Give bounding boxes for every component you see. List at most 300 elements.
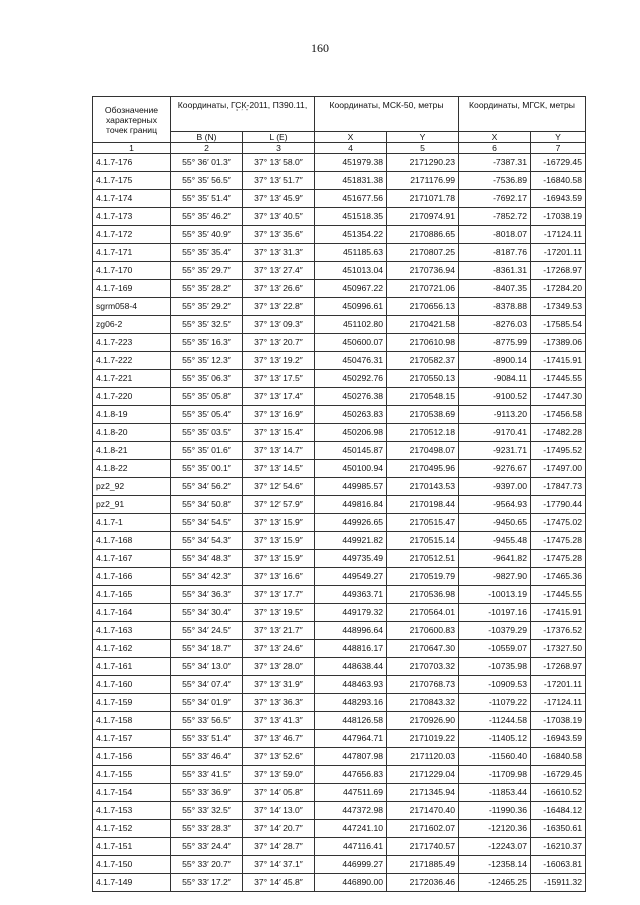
msk-y-cell: 2170656.13 [387, 298, 459, 316]
table-row [93, 622, 586, 640]
table-row [93, 640, 586, 658]
table-row [93, 352, 586, 370]
msk-x-cell: 451979.38 [315, 154, 387, 172]
gsk-units: ° ′ ″ [236, 109, 249, 115]
point-id-cell: 4.1.7-168 [93, 532, 171, 550]
mgsk-y-cell: -16210.37 [531, 838, 586, 856]
msk-x-cell: 449816.84 [315, 496, 387, 514]
point-id-cell: 4.1.8-20 [93, 424, 171, 442]
msk-coordinates-header: Координаты, МСК-50, метры [315, 97, 459, 132]
mgsk-x-cell: -9397.00 [459, 478, 531, 496]
mgsk-x-cell: -9084.11 [459, 370, 531, 388]
mgsk-y-cell: -17465.36 [531, 568, 586, 586]
mgsk-y-cell: -16840.58 [531, 748, 586, 766]
latitude-b-cell: 55° 35′ 46.2″ [171, 208, 243, 226]
msk-x-cell: 448463.93 [315, 676, 387, 694]
mgsk-y-cell: -17038.19 [531, 208, 586, 226]
table-row [93, 478, 586, 496]
msk-x-cell: 451185.63 [315, 244, 387, 262]
msk-y-cell: 2170548.15 [387, 388, 459, 406]
table-row [93, 694, 586, 712]
msk-y-cell: 2170600.83 [387, 622, 459, 640]
mgsk-x-cell: -7387.31 [459, 154, 531, 172]
longitude-l-cell: 37° 13′ 27.4″ [243, 262, 315, 280]
table-row [93, 406, 586, 424]
latitude-b-cell: 55° 33′ 24.4″ [171, 838, 243, 856]
longitude-l-cell: 37° 13′ 15.9″ [243, 514, 315, 532]
msk-x-cell: 446890.00 [315, 874, 387, 892]
point-designation-header: Обозначение характерных точек границ [93, 97, 171, 143]
latitude-b-cell: 55° 35′ 29.2″ [171, 298, 243, 316]
latitude-b-cell: 55° 35′ 32.5″ [171, 316, 243, 334]
point-id-cell: 4.1.7-223 [93, 334, 171, 352]
msk-x-cell: 449985.57 [315, 478, 387, 496]
longitude-l-cell: 37° 14′ 05.8″ [243, 784, 315, 802]
table-row [93, 532, 586, 550]
longitude-l-cell: 37° 13′ 17.5″ [243, 370, 315, 388]
mgsk-y-cell: -17124.11 [531, 694, 586, 712]
latitude-b-cell: 55° 35′ 56.5″ [171, 172, 243, 190]
table-row [93, 838, 586, 856]
mgsk-x-cell: -11709.98 [459, 766, 531, 784]
longitude-l-cell: 37° 12′ 57.9″ [243, 496, 315, 514]
mgsk-y-cell: -17124.11 [531, 226, 586, 244]
latitude-b-cell: 55° 34′ 07.4″ [171, 676, 243, 694]
msk-x-cell: 450292.76 [315, 370, 387, 388]
longitude-l-cell: 37° 13′ 19.5″ [243, 604, 315, 622]
msk-x-cell: 447372.98 [315, 802, 387, 820]
msk-y-cell: 2170886.65 [387, 226, 459, 244]
msk-y-header: Y [387, 132, 459, 143]
point-id-cell: 4.1.7-1 [93, 514, 171, 532]
mgsk-x-cell: -7852.72 [459, 208, 531, 226]
mgsk-y-cell: -16610.52 [531, 784, 586, 802]
mgsk-y-cell: -17038.19 [531, 712, 586, 730]
longitude-l-cell: 37° 13′ 45.9″ [243, 190, 315, 208]
mgsk-y-cell: -17475.28 [531, 550, 586, 568]
latitude-b-cell: 55° 35′ 29.7″ [171, 262, 243, 280]
point-id-cell: 4.1.7-151 [93, 838, 171, 856]
msk-x-cell: 447511.69 [315, 784, 387, 802]
point-id-cell: 4.1.7-150 [93, 856, 171, 874]
point-id-cell: 4.1.7-165 [93, 586, 171, 604]
mgsk-x-cell: -10735.98 [459, 658, 531, 676]
mgsk-y-cell: -17790.44 [531, 496, 586, 514]
mgsk-x-cell: -12465.25 [459, 874, 531, 892]
point-id-cell: 4.1.7-221 [93, 370, 171, 388]
point-id-cell: 4.1.7-164 [93, 604, 171, 622]
msk-y-cell: 2171019.22 [387, 730, 459, 748]
point-id-cell: 4.1.7-169 [93, 280, 171, 298]
latitude-b-cell: 55° 33′ 41.5″ [171, 766, 243, 784]
msk-y-cell: 2171470.40 [387, 802, 459, 820]
msk-y-cell: 2171120.03 [387, 748, 459, 766]
msk-y-cell: 2170143.53 [387, 478, 459, 496]
mgsk-y-cell: -16729.45 [531, 766, 586, 784]
msk-x-cell: 447241.10 [315, 820, 387, 838]
mgsk-y-cell: -17585.54 [531, 316, 586, 334]
l-header: L (E) [243, 132, 315, 143]
mgsk-x-cell: -9276.67 [459, 460, 531, 478]
longitude-l-cell: 37° 13′ 22.8″ [243, 298, 315, 316]
column-number: 7 [531, 143, 586, 154]
longitude-l-cell: 37° 13′ 59.0″ [243, 766, 315, 784]
latitude-b-cell: 55° 33′ 17.2″ [171, 874, 243, 892]
msk-y-cell: 2171345.94 [387, 784, 459, 802]
longitude-l-cell: 37° 13′ 40.5″ [243, 208, 315, 226]
mgsk-y-cell: -16350.61 [531, 820, 586, 838]
mgsk-y-cell: -16063.81 [531, 856, 586, 874]
mgsk-y-cell: -16943.59 [531, 730, 586, 748]
longitude-l-cell: 37° 13′ 31.3″ [243, 244, 315, 262]
msk-x-cell: 451102.80 [315, 316, 387, 334]
point-id-cell: 4.1.7-153 [93, 802, 171, 820]
msk-y-cell: 2171602.07 [387, 820, 459, 838]
longitude-l-cell: 37° 13′ 15.9″ [243, 550, 315, 568]
table-row [93, 658, 586, 676]
latitude-b-cell: 55° 35′ 03.5″ [171, 424, 243, 442]
longitude-l-cell: 37° 13′ 41.3″ [243, 712, 315, 730]
msk-x-cell: 448816.17 [315, 640, 387, 658]
mgsk-y-cell: -17349.53 [531, 298, 586, 316]
table-row [93, 280, 586, 298]
mgsk-y-cell: -17376.52 [531, 622, 586, 640]
latitude-b-cell: 55° 33′ 46.4″ [171, 748, 243, 766]
longitude-l-cell: 37° 13′ 46.7″ [243, 730, 315, 748]
latitude-b-cell: 55° 35′ 12.3″ [171, 352, 243, 370]
msk-y-cell: 2170421.58 [387, 316, 459, 334]
latitude-b-cell: 55° 35′ 06.3″ [171, 370, 243, 388]
msk-y-cell: 2170843.32 [387, 694, 459, 712]
table-row [93, 262, 586, 280]
mgsk-x-cell: -8900.14 [459, 352, 531, 370]
msk-x-cell: 450100.94 [315, 460, 387, 478]
msk-x-cell: 449549.27 [315, 568, 387, 586]
gsk-coordinates-header [171, 97, 315, 132]
msk-y-cell: 2170512.18 [387, 424, 459, 442]
table-row [93, 388, 586, 406]
longitude-l-cell: 37° 13′ 09.3″ [243, 316, 315, 334]
mgsk-y-cell: -16484.12 [531, 802, 586, 820]
msk-y-cell: 2170495.96 [387, 460, 459, 478]
longitude-l-cell: 37° 14′ 45.8″ [243, 874, 315, 892]
longitude-l-cell: 37° 13′ 35.6″ [243, 226, 315, 244]
mgsk-x-cell: -8276.03 [459, 316, 531, 334]
latitude-b-cell: 55° 34′ 50.8″ [171, 496, 243, 514]
longitude-l-cell: 37° 14′ 20.7″ [243, 820, 315, 838]
mgsk-x-cell: -8018.07 [459, 226, 531, 244]
msk-y-cell: 2171176.99 [387, 172, 459, 190]
table-row [93, 568, 586, 586]
point-id-cell: 4.1.8-21 [93, 442, 171, 460]
msk-x-cell: 450600.07 [315, 334, 387, 352]
latitude-b-cell: 55° 35′ 40.9″ [171, 226, 243, 244]
longitude-l-cell: 37° 13′ 14.5″ [243, 460, 315, 478]
table-row [93, 550, 586, 568]
msk-y-cell: 2170550.13 [387, 370, 459, 388]
longitude-l-cell: 37° 14′ 37.1″ [243, 856, 315, 874]
latitude-b-cell: 55° 34′ 36.3″ [171, 586, 243, 604]
column-number: 6 [459, 143, 531, 154]
point-id-cell: 4.1.7-174 [93, 190, 171, 208]
mgsk-y-header: Y [531, 132, 586, 143]
msk-y-cell: 2170515.47 [387, 514, 459, 532]
mgsk-x-cell: -8407.35 [459, 280, 531, 298]
latitude-b-cell: 55° 34′ 24.5″ [171, 622, 243, 640]
point-id-cell: pz2_92 [93, 478, 171, 496]
longitude-l-cell: 37° 13′ 31.9″ [243, 676, 315, 694]
longitude-l-cell: 37° 13′ 28.0″ [243, 658, 315, 676]
msk-x-cell: 447116.41 [315, 838, 387, 856]
latitude-b-cell: 55° 35′ 51.4″ [171, 190, 243, 208]
msk-x-cell: 447656.83 [315, 766, 387, 784]
longitude-l-cell: 37° 13′ 20.7″ [243, 334, 315, 352]
longitude-l-cell: 37° 13′ 15.9″ [243, 532, 315, 550]
latitude-b-cell: 55° 33′ 36.9″ [171, 784, 243, 802]
point-id-cell: 4.1.7-171 [93, 244, 171, 262]
mgsk-x-cell: -11079.22 [459, 694, 531, 712]
column-number: 3 [243, 143, 315, 154]
point-id-cell: zg06-2 [93, 316, 171, 334]
msk-x-cell: 450206.98 [315, 424, 387, 442]
column-number: 1 [93, 143, 171, 154]
msk-x-cell: 449921.82 [315, 532, 387, 550]
msk-x-cell: 451354.22 [315, 226, 387, 244]
msk-y-cell: 2170647.30 [387, 640, 459, 658]
mgsk-x-cell: -10013.19 [459, 586, 531, 604]
point-id-cell: 4.1.7-158 [93, 712, 171, 730]
latitude-b-cell: 55° 33′ 51.4″ [171, 730, 243, 748]
table-row [93, 856, 586, 874]
column-number: 5 [387, 143, 459, 154]
table-row [93, 190, 586, 208]
mgsk-y-cell: -17495.52 [531, 442, 586, 460]
point-id-cell: 4.1.7-175 [93, 172, 171, 190]
point-id-cell: 4.1.7-163 [93, 622, 171, 640]
msk-y-cell: 2170515.14 [387, 532, 459, 550]
table-row [93, 712, 586, 730]
point-id-cell: 4.1.8-19 [93, 406, 171, 424]
msk-x-cell: 450476.31 [315, 352, 387, 370]
mgsk-y-cell: -17268.97 [531, 262, 586, 280]
mgsk-y-cell: -17201.11 [531, 244, 586, 262]
latitude-b-cell: 55° 35′ 35.4″ [171, 244, 243, 262]
point-id-cell: 4.1.7-157 [93, 730, 171, 748]
msk-x-cell: 446999.27 [315, 856, 387, 874]
mgsk-x-cell: -12243.07 [459, 838, 531, 856]
longitude-l-cell: 37° 13′ 21.7″ [243, 622, 315, 640]
longitude-l-cell: 37° 13′ 51.7″ [243, 172, 315, 190]
msk-y-cell: 2170768.73 [387, 676, 459, 694]
latitude-b-cell: 55° 35′ 16.3″ [171, 334, 243, 352]
mgsk-x-cell: -11990.36 [459, 802, 531, 820]
msk-x-cell: 450263.83 [315, 406, 387, 424]
table-row [93, 334, 586, 352]
msk-y-cell: 2170807.25 [387, 244, 459, 262]
longitude-l-cell: 37° 13′ 16.6″ [243, 568, 315, 586]
latitude-b-cell: 55° 34′ 13.0″ [171, 658, 243, 676]
mgsk-coordinates-header: Координаты, МГСК, метры [459, 97, 586, 132]
msk-x-cell: 451518.35 [315, 208, 387, 226]
latitude-b-cell: 55° 36′ 01.3″ [171, 154, 243, 172]
mgsk-y-cell: -17445.55 [531, 586, 586, 604]
point-id-cell: 4.1.7-155 [93, 766, 171, 784]
point-id-cell: 4.1.7-161 [93, 658, 171, 676]
latitude-b-cell: 55° 34′ 48.3″ [171, 550, 243, 568]
table-row [93, 172, 586, 190]
mgsk-x-cell: -10379.29 [459, 622, 531, 640]
point-id-cell: 4.1.7-176 [93, 154, 171, 172]
point-id-cell: 4.1.7-149 [93, 874, 171, 892]
mgsk-y-cell: -16729.45 [531, 154, 586, 172]
mgsk-x-cell: -7692.17 [459, 190, 531, 208]
longitude-l-cell: 37° 12′ 54.6″ [243, 478, 315, 496]
msk-y-cell: 2170721.06 [387, 280, 459, 298]
mgsk-x-cell: -9827.90 [459, 568, 531, 586]
mgsk-x-cell: -9113.20 [459, 406, 531, 424]
msk-y-cell: 2170610.98 [387, 334, 459, 352]
table-row [93, 460, 586, 478]
msk-y-cell: 2170538.69 [387, 406, 459, 424]
msk-x-cell: 447964.71 [315, 730, 387, 748]
longitude-l-cell: 37° 13′ 17.4″ [243, 388, 315, 406]
mgsk-x-cell: -9231.71 [459, 442, 531, 460]
msk-y-cell: 2170926.90 [387, 712, 459, 730]
latitude-b-cell: 55° 33′ 20.7″ [171, 856, 243, 874]
mgsk-x-cell: -9170.41 [459, 424, 531, 442]
point-id-cell: 4.1.7-167 [93, 550, 171, 568]
longitude-l-cell: 37° 13′ 16.9″ [243, 406, 315, 424]
msk-y-cell: 2171885.49 [387, 856, 459, 874]
table-row [93, 208, 586, 226]
mgsk-y-cell: -17268.97 [531, 658, 586, 676]
table-row [93, 766, 586, 784]
table-row [93, 730, 586, 748]
table-header [93, 97, 586, 154]
table-row [93, 496, 586, 514]
mgsk-y-cell: -17445.55 [531, 370, 586, 388]
msk-x-cell: 449179.32 [315, 604, 387, 622]
msk-x-cell: 450145.87 [315, 442, 387, 460]
point-id-cell: sgrm058-4 [93, 298, 171, 316]
msk-x-cell: 451831.38 [315, 172, 387, 190]
mgsk-y-cell: -17201.11 [531, 676, 586, 694]
latitude-b-cell: 55° 34′ 54.3″ [171, 532, 243, 550]
mgsk-x-cell: -11560.40 [459, 748, 531, 766]
table-row [93, 424, 586, 442]
point-id-cell: 4.1.7-162 [93, 640, 171, 658]
longitude-l-cell: 37° 13′ 58.0″ [243, 154, 315, 172]
latitude-b-cell: 55° 35′ 00.1″ [171, 460, 243, 478]
msk-y-cell: 2171740.57 [387, 838, 459, 856]
msk-x-cell: 450996.61 [315, 298, 387, 316]
msk-y-cell: 2171290.23 [387, 154, 459, 172]
msk-y-cell: 2172036.46 [387, 874, 459, 892]
latitude-b-cell: 55° 33′ 56.5″ [171, 712, 243, 730]
table-row [93, 586, 586, 604]
mgsk-x-cell: -12358.14 [459, 856, 531, 874]
table-row [93, 154, 586, 172]
msk-x-cell: 447807.98 [315, 748, 387, 766]
mgsk-y-cell: -17284.20 [531, 280, 586, 298]
point-id-cell: 4.1.7-152 [93, 820, 171, 838]
point-id-cell: 4.1.7-166 [93, 568, 171, 586]
mgsk-x-cell: -11853.44 [459, 784, 531, 802]
column-number: 2 [171, 143, 243, 154]
table-row [93, 676, 586, 694]
msk-x-cell: 448996.64 [315, 622, 387, 640]
msk-y-cell: 2170512.51 [387, 550, 459, 568]
mgsk-y-cell: -17475.02 [531, 514, 586, 532]
page-number: 160 [311, 41, 329, 55]
mgsk-x-cell: -9100.52 [459, 388, 531, 406]
mgsk-x-cell: -10197.16 [459, 604, 531, 622]
msk-y-cell: 2170519.79 [387, 568, 459, 586]
mgsk-y-cell: -15911.32 [531, 874, 586, 892]
mgsk-x-cell: -12120.36 [459, 820, 531, 838]
mgsk-x-cell: -11405.12 [459, 730, 531, 748]
point-id-cell: 4.1.7-173 [93, 208, 171, 226]
msk-x-cell: 449735.49 [315, 550, 387, 568]
msk-x-cell: 450276.38 [315, 388, 387, 406]
longitude-l-cell: 37° 13′ 26.6″ [243, 280, 315, 298]
msk-y-cell: 2170536.98 [387, 586, 459, 604]
mgsk-y-cell: -17447.30 [531, 388, 586, 406]
longitude-l-cell: 37° 13′ 52.6″ [243, 748, 315, 766]
mgsk-y-cell: -17475.28 [531, 532, 586, 550]
table-row [93, 514, 586, 532]
latitude-b-cell: 55° 34′ 18.7″ [171, 640, 243, 658]
msk-y-cell: 2170564.01 [387, 604, 459, 622]
mgsk-y-cell: -17389.06 [531, 334, 586, 352]
longitude-l-cell: 37° 13′ 19.2″ [243, 352, 315, 370]
longitude-l-cell: 37° 13′ 15.4″ [243, 424, 315, 442]
msk-x-cell: 449926.65 [315, 514, 387, 532]
mgsk-x-cell: -9641.82 [459, 550, 531, 568]
msk-x-cell: 451677.56 [315, 190, 387, 208]
latitude-b-cell: 55° 34′ 30.4″ [171, 604, 243, 622]
mgsk-x-cell: -8775.99 [459, 334, 531, 352]
msk-y-cell: 2170498.07 [387, 442, 459, 460]
msk-x-cell: 449363.71 [315, 586, 387, 604]
mgsk-x-header: X [459, 132, 531, 143]
msk-x-cell: 448293.16 [315, 694, 387, 712]
point-id-cell: 4.1.7-159 [93, 694, 171, 712]
point-id-cell: 4.1.7-160 [93, 676, 171, 694]
point-id-cell: 4.1.7-156 [93, 748, 171, 766]
column-number: 4 [315, 143, 387, 154]
table-row [93, 316, 586, 334]
point-id-cell: 4.1.7-220 [93, 388, 171, 406]
table-row [93, 226, 586, 244]
msk-y-cell: 2170198.44 [387, 496, 459, 514]
mgsk-y-cell: -16840.58 [531, 172, 586, 190]
mgsk-y-cell: -17497.00 [531, 460, 586, 478]
latitude-b-cell: 55° 34′ 54.5″ [171, 514, 243, 532]
latitude-b-cell: 55° 34′ 01.9″ [171, 694, 243, 712]
mgsk-y-cell: -17327.50 [531, 640, 586, 658]
mgsk-x-cell: -11244.58 [459, 712, 531, 730]
longitude-l-cell: 37° 14′ 28.7″ [243, 838, 315, 856]
mgsk-x-cell: -9455.48 [459, 532, 531, 550]
latitude-b-cell: 55° 34′ 56.2″ [171, 478, 243, 496]
table-row [93, 802, 586, 820]
mgsk-y-cell: -17456.58 [531, 406, 586, 424]
longitude-l-cell: 37° 13′ 17.7″ [243, 586, 315, 604]
msk-x-cell: 448638.44 [315, 658, 387, 676]
mgsk-x-cell: -8187.76 [459, 244, 531, 262]
mgsk-x-cell: -10909.53 [459, 676, 531, 694]
